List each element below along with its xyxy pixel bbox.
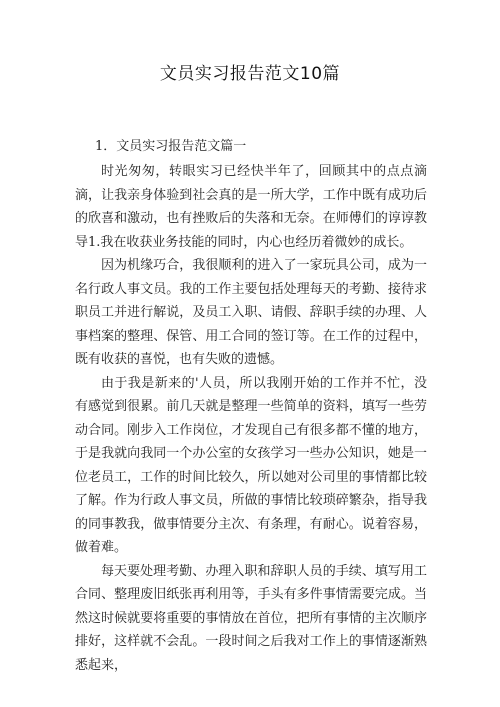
paragraph-4: 每天要处理考勤、办理入职和辞职人员的手续、填写用工合同、整理废旧纸张再利用等，手头有多件事情需要完成。当然这时候就要将重要的事情放在首位，把所有事情的主次顺序排好，这样就不会乱。一段时间之后我对工作上的事情逐渐熟悉起来，: [75, 563, 427, 673]
document-body: [75, 137, 427, 677]
paragraph-2: 因为机缘巧合，我很顺利的进入了一家玩具公司，成为一名行政人事文员。我的工作主要包括处理每天的考勤、接待求职员工并进行解说，及员工入职、请假、辞职手续的办理、人事档案的整理、保管、用工合同的签订等。在工作的过程中，既有收获的喜悦，也有失败的遗憾。: [75, 258, 427, 367]
section-heading: 1．文员实习报告范文篇一: [95, 139, 247, 154]
document-title: 文员实习报告范文10篇: [159, 64, 341, 84]
paragraph-1: 时光匆匆，转眼实习已经快半年了，回顾其中的点点滴滴，让我亲身体验到社会真的是一所大学，工作中既有成功后的欣喜和激动，也有挫败后的失落和无奈。在师傅们的谆谆教导1.我在收获业务技能的同时，内心也经历着微妙的成长。: [75, 164, 427, 250]
paragraph-3: 由于我是新来的'人员，所以我刚开始的工作并不忙，没有感觉到很累。前几天就是整理一些简单的资料，填写一些劳动合同。刚步入工作岗位，才发现自己有很多都不懂的地方，于是我就向我同一个办公室的女孩学习一些办公知识，她是一位老员工，工作的时间比较久，所以她对公司里的事情都比较了解。作为行政人事文员，所做的事情比较琐碎繁杂，指导我的同事教我，做事情要分主次、有条理，有耐心。说着容易，做着难。: [75, 375, 427, 555]
